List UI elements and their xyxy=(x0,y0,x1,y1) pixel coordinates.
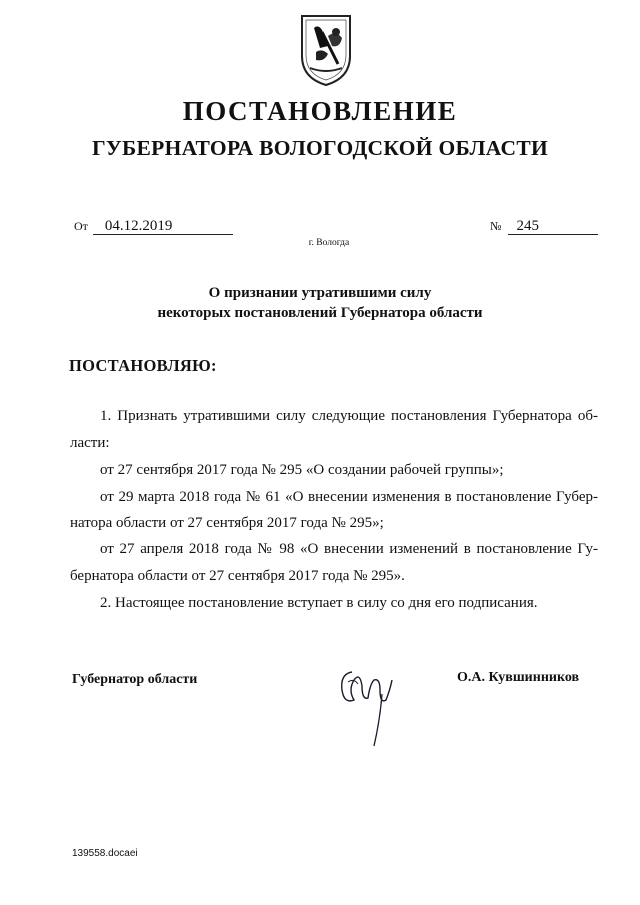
document-issuer: ГУБЕРНАТОРА ВОЛОГОДСКОЙ ОБЛАСТИ xyxy=(91,136,549,160)
paragraph-line: 2. Настоящее постановление вступает в силу со дня его подписания. xyxy=(100,595,538,611)
subject-line: некоторых постановлений Губернатора области xyxy=(157,304,483,321)
date-prefix: От xyxy=(74,219,88,233)
signer-name: О.А. Кувшинников xyxy=(457,670,580,685)
document-subject xyxy=(0,284,640,323)
paragraph-line: бернатора области от 27 сентября 2017 года № 295». xyxy=(70,568,405,584)
subject-line: О признании утратившими силу xyxy=(208,285,432,301)
document-title: ПОСТАНОВЛЕНИЕ xyxy=(182,96,458,126)
number-value: 245 xyxy=(508,219,598,235)
decree-heading: ПОСТАНОВЛЯЮ: xyxy=(69,356,217,375)
paragraph-line: от 27 апреля 2018 года № 98 «О внесении изменений в постановление Гу- xyxy=(100,541,598,557)
number-prefix: № xyxy=(490,219,502,233)
coat-of-arms-icon xyxy=(298,12,354,88)
number-field xyxy=(490,219,598,235)
handwritten-signature xyxy=(330,660,400,750)
document-id: 139558.docaei xyxy=(72,848,138,859)
date-field xyxy=(74,219,233,235)
paragraph-line: ласти: xyxy=(70,435,110,451)
paragraph-line: от 27 сентября 2017 года № 295 «О создании рабочей группы»; xyxy=(100,462,504,478)
signer-position: Губернатор области xyxy=(72,672,198,687)
paragraph-line: от 29 марта 2018 года № 61 «О внесении изменения в постановление Губер- xyxy=(100,489,598,505)
paragraph-line: 1. Признать утратившими силу следующие постановления Губернатора об- xyxy=(100,408,598,424)
city-label: г. Вологда xyxy=(308,238,350,248)
paragraph-line: натора области от 27 сентября 2017 года № 295»; xyxy=(70,515,384,531)
date-value: 04.12.2019 xyxy=(93,219,233,235)
